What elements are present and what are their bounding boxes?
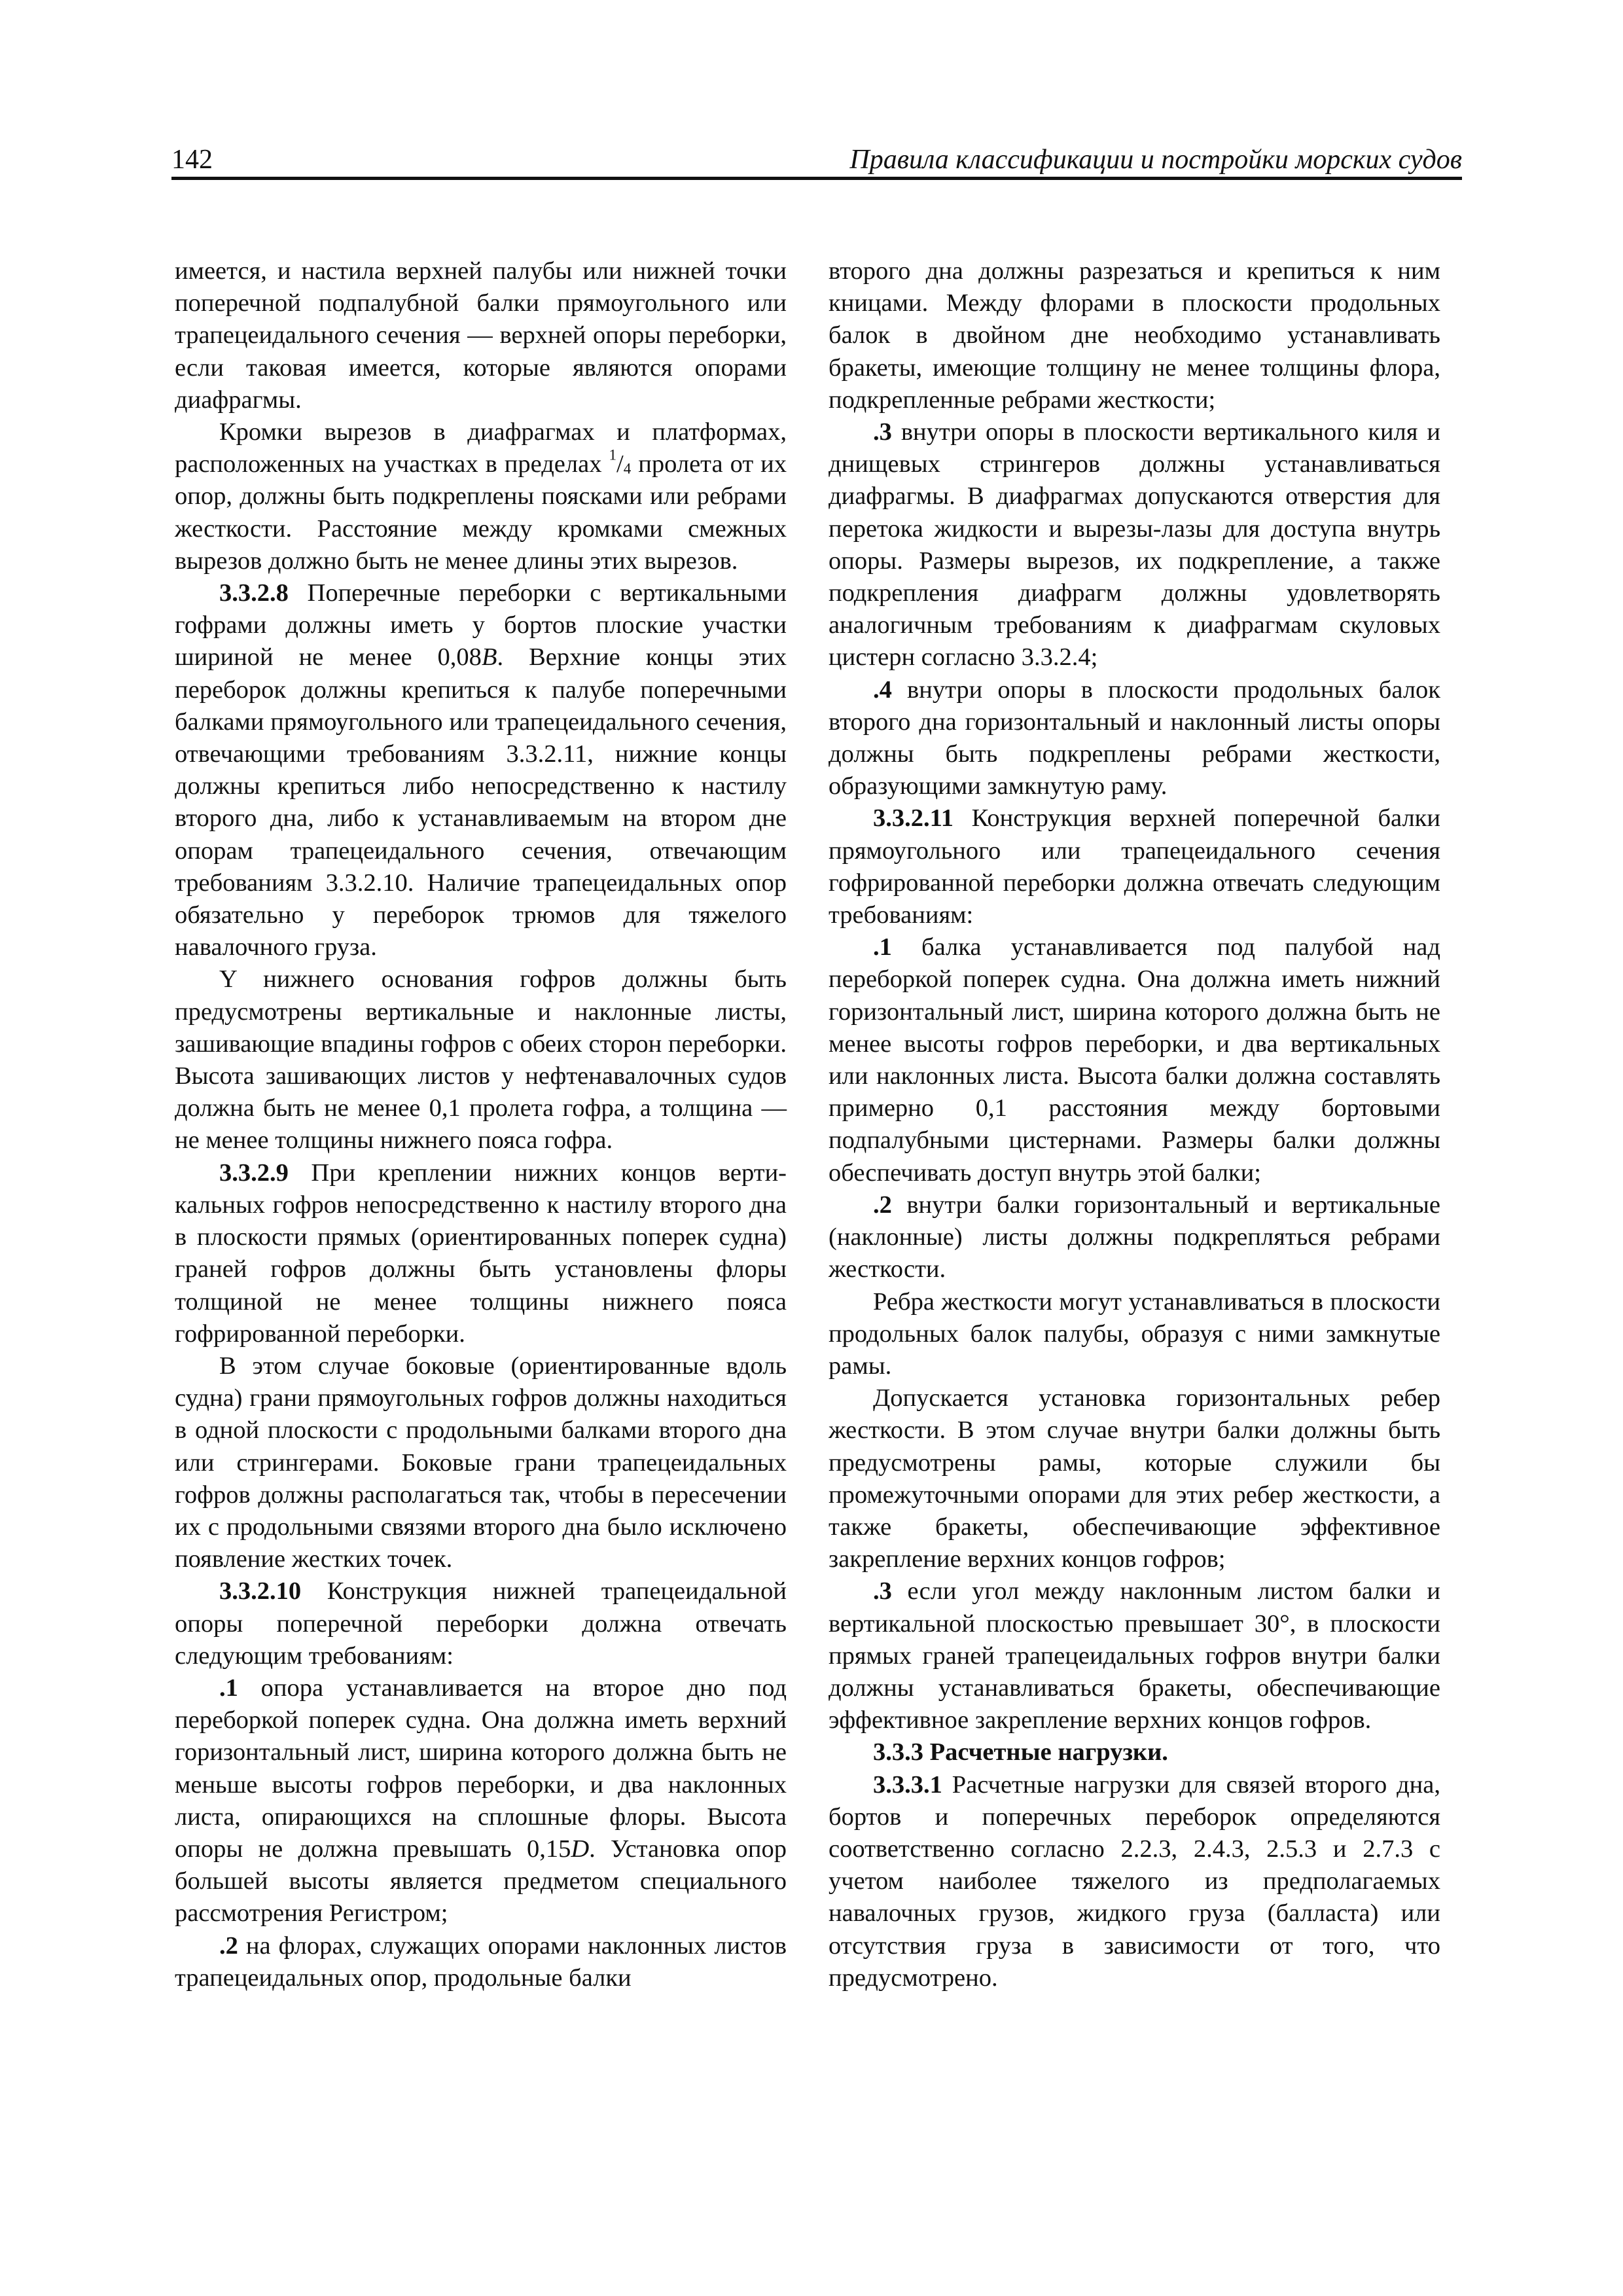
paragraph-text: внутри опоры в плоскости вертикального киля и днищевых стрингеров должны устанавливаться диафрагмы. В диафрагмах допускаются отверстия для перетока жидкости и вырезы-лазы для доступа внутрь опоры. Размеры вырезов, их подкрепление, а также подкрепления диафрагм должны удовлетворять аналогичным требованиям к диафрагмам скуловых цистерн согласно 3.3.2.4;	[829, 418, 1440, 672]
item-number: .2	[219, 1931, 238, 1960]
paragraph-text: Ребра жесткости могут устанавливаться в плоскости продольных балок палубы, образуя с ними замкнутые рамы.	[829, 1287, 1440, 1380]
item-number: .2	[873, 1191, 892, 1219]
paragraph-text: опора устанавливается на второе дно под переборкой поперек судна. Она должна иметь верхний горизонтальный лист, ширина которого должна быть не меньше высоты гофров переборки, и два наклонных листа, опирающихся на сплошные флоры. Высота опоры не должна превышать 0,15	[175, 1674, 787, 1863]
paragraph	[175, 577, 787, 963]
paragraph	[829, 1286, 1440, 1383]
fraction-denominator: 4	[623, 459, 632, 477]
fraction-numerator: 1	[609, 446, 617, 463]
paragraph	[829, 931, 1440, 1189]
paragraph	[829, 1769, 1440, 1994]
paragraph-text: балка устанавливается под палубой над переборкой поперек судна. Она должна иметь нижний горизонтальный лист, ширина которого должна быть не менее высоты гофров переборки, и два вертикальных или наклонных листа. Высота балки должна составлять примерно 0,1 расстояния между бортовыми подпалубными цистернами. Размеры балки должны обеспечивать доступ внутрь этой балки;	[829, 933, 1440, 1187]
item-number: .3	[873, 1577, 892, 1605]
paragraph	[175, 1575, 787, 1672]
paragraph	[175, 1930, 787, 1994]
paragraph-text: пролета от их опор, должны быть подкреплены поясками или ребрами жесткости. Расстояние между кромками смежных вырезов должно быть не менее длины этих вырезов.	[175, 450, 787, 575]
paragraph-text: Допускается установка горизонтальных ребер жесткости. В этом случае внутри балки должны быть предусмотрены рамы, которые служили бы промежуточными опорами для этих ребер жесткости, а также бракеты, обеспечивающие эффективное закрепление верхних концов гофров;	[829, 1384, 1440, 1573]
clause-number: 3.3.2.11	[873, 804, 954, 833]
item-number: .4	[873, 675, 892, 704]
paragraph-text: Расчетные нагрузки для связей второго дна, бортов и поперечных переборок определяются соответственно согласно 2.2.3, 2.4.3, 2.5.3 и 2.7.3 с учетом наиболее тяжелого из предполагаемых навалочных грузов, жидкого груза (балласта) или отсутствия груза в зависимости от того, что предусмотрено.	[829, 1770, 1440, 1992]
section-heading	[829, 1736, 1440, 1768]
right-column	[829, 255, 1440, 1994]
header-rule	[171, 177, 1462, 180]
paragraph-text: Конструкция верхней поперечной балки прямоугольного или трапецеидального сечения гофрированной переборки должна отвечать следующим требованиям:	[829, 804, 1440, 929]
clause-number: 3.3.2.8	[219, 579, 289, 607]
clause-number: 3.3.2.10	[219, 1577, 302, 1605]
left-column	[175, 255, 787, 1994]
paragraph	[175, 1672, 787, 1930]
clause-number: 3.3.2.9	[219, 1158, 289, 1187]
paragraph-text: При креплении нижних концов вертикальных гофров непосредственно к настилу второго дна в плоскости прямых (ориентированных поперек судна) граней гофров должны быть установлены флоры толщиной не менее толщины нижнего пояса гофрированной переборки.	[175, 1158, 787, 1348]
paragraph	[829, 1382, 1440, 1575]
item-number: .1	[219, 1674, 238, 1702]
paragraph-text: В этом случае боковые (ориентированные вдоль судна) грани прямоугольных гофров должны находиться в одной плоскости с продольными балками второго дна или стрингерами. Боковые грани трапецеидальных гофров должны располагаться так, чтобы в пересечении их с продольными связями второго дна было исключено появление жестких точек.	[175, 1352, 787, 1573]
paragraph	[829, 674, 1440, 803]
paragraph	[829, 255, 1440, 416]
paragraph-text: внутри балки горизонтальный и вертикальные (наклонные) листы должны подкрепляться ребрами жесткости.	[829, 1191, 1440, 1283]
paragraph-text: Конструкция нижней трапецеидальной опоры поперечной переборки должна отвечать следующим требованиям:	[175, 1577, 787, 1670]
paragraph	[175, 1157, 787, 1350]
paragraph-text: на флорах, служащих опорами наклонных листов трапецеидальных опор, продольные балки	[175, 1931, 787, 1992]
paragraph-text: внутри опоры в плоскости продольных балок второго дна горизонтальный и наклонный листы опоры должны быть подкреплены ребрами жесткости, образующими замкнутую раму.	[829, 675, 1440, 800]
paragraph: Кромки вырезов в диафрагмах и платформах, расположенных на участках в пределах $^1/_4$ пролета от их опор, должны быть подкреплены поясками или ребрами жесткости. Расстояние между кромками смежных вырезов должно быть не менее длины этих вырезов.	[175, 418, 787, 575]
paragraph	[175, 963, 787, 1157]
degree-sign: °	[1279, 1609, 1290, 1638]
item-number: .3	[873, 418, 892, 446]
paragraph	[175, 1350, 787, 1575]
paragraph-text: Y нижнего основания гофров должны быть предусмотрены вертикальные и наклонные листы, зашивающие впадины гофров с обеих сторон переборки. Высота зашивающих листов у нефтенавалочных судов должна быть не менее 0,1 пролета гофра, а толщина — не менее толщины нижнего пояса гофра.	[175, 965, 787, 1155]
paragraph-text: . Установка опор большей высоты является предметом специального рассмотрения Регистром;	[175, 1835, 787, 1928]
variable: B	[481, 643, 497, 672]
page-number: 142	[171, 145, 213, 175]
paragraph	[829, 802, 1440, 931]
variable: D	[571, 1835, 590, 1863]
paragraph	[175, 255, 787, 416]
paragraph-text: второго дна должны разрезаться и крепиться к ним кницами. Между флорами в плоскости продольных балок в двойном дне необходимо устанавливать бракеты, имеющие толщину не менее толщины флора, подкрепленные ребрами жесткости;	[829, 257, 1440, 414]
paragraph	[829, 1189, 1440, 1286]
clause-number: 3.3.3.1	[873, 1770, 942, 1799]
paragraph-text: имеется, и настила верхней палубы или нижней точки поперечной подпалубной балки прямоугольного или трапецеидального сечения — верхней опоры переборки, если таковая имеется, которые являются опорами диафрагмы.	[175, 257, 787, 414]
page-header	[171, 143, 1462, 182]
item-number: .1	[873, 933, 892, 961]
running-title: Правила классификации и постройки морских судов	[849, 145, 1462, 175]
paragraph-text: если угол между наклонным листом балки и вертикальной плоскостью превышает 30	[829, 1577, 1440, 1638]
paragraph	[829, 416, 1440, 674]
paragraph-text: , в плоскости прямых граней трапецеидальных гофров внутри балки должны устанавливаться бракеты, обеспечивающие эффективное закрепление верхних концов гофров.	[829, 1609, 1440, 1734]
paragraph	[829, 1575, 1440, 1736]
paragraph-text: Кромки вырезов в диафрагмах и платформах, расположенных на участках в пределах	[175, 418, 787, 478]
section-heading-text: 3.3.3 Расчетные нагрузки.	[873, 1738, 1168, 1767]
paragraph-text: . Верхние концы этих переборок должны крепиться к палубе поперечными балками прямоугольного или трапецеидального сечения, отвечающими требованиям 3.3.2.11, нижние концы должны крепиться либо непосредственно к настилу второго дна, либо к устанавливаемым на втором дне опорам трапецеидального сечения, отвечающим требованиям 3.3.2.10. Наличие трапецеидальных опор обязательно у переборок трюмов для тяжелого навалочного груза.	[175, 643, 787, 961]
paragraph-text: Поперечные переборки с вертикальными гофрами должны иметь у бортов плоские участки шириной не менее 0,08	[175, 579, 787, 672]
